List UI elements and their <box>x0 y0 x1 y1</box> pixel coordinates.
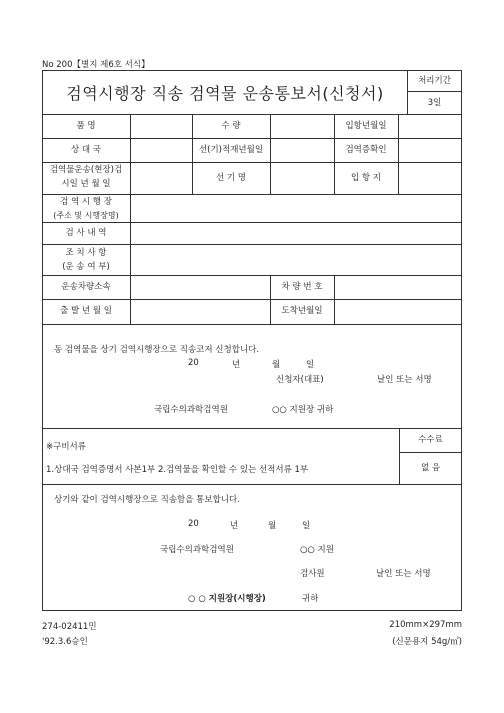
shipping-date-label-2: 시일 년 월 일 <box>61 178 111 189</box>
application-day-unit: 일 <box>306 360 315 370</box>
notice-day-unit: 일 <box>302 521 311 531</box>
notice-org: 국립수의과학검역원 <box>160 545 234 555</box>
vehicle-no-label: 차 량 번 호 <box>281 281 323 292</box>
departure-date-label: 출 발 년 월 일 <box>60 306 112 316</box>
port-entry-label: 입 항 지 <box>350 172 382 183</box>
entry-date-label: 입항년월일 <box>345 120 387 131</box>
form-title: 검역시행장 직송 검역물 운송통보서(신청서) <box>66 83 384 103</box>
notice-month-unit: 월 <box>268 521 277 531</box>
action-label-1: 조 치 사 항 <box>65 247 107 258</box>
quarantine-cert-label: 검역증확인 <box>345 144 387 155</box>
application-year: 20 <box>188 358 199 368</box>
documents-header: ※구비서류 <box>46 442 86 452</box>
notice-year: 20 <box>188 519 199 529</box>
footer-size: 210mm×297mm <box>389 620 462 630</box>
quantity-label: 수 량 <box>221 120 241 131</box>
shipping-date-label-1: 검역물운송(현장)검 <box>49 164 123 175</box>
action-label-2: (운 송 여 부) <box>62 261 110 272</box>
item-name-label: 품 명 <box>76 120 96 131</box>
applicant-label: 신청자(대표) <box>276 375 324 385</box>
recipient-org: 국립수의과학검역원 <box>154 405 228 415</box>
form-number: No 200【별지 제6호 서식】 <box>42 60 150 70</box>
application-statement: 동 검역물을 상기 검역시행장으로 직송코저 신청합니다. <box>54 345 260 355</box>
vessel-name-label: 선 기 명 <box>215 172 247 183</box>
vehicle-owner-label: 운송차량소속 <box>61 281 111 292</box>
site-label-2: (주소 및 시행장명) <box>53 210 119 220</box>
notice-statement: 상기와 같이 검역시행장으로 직송함을 통보합니다. <box>54 495 240 505</box>
arrival-date-label: 도착년월일 <box>281 306 323 316</box>
footer-paper: (신문용지 54g/㎡) <box>392 637 462 647</box>
inspector-sign: 날인 또는 서명 <box>376 569 431 579</box>
inspector-label: 검사원 <box>300 569 325 579</box>
application-month-unit: 월 <box>272 360 281 370</box>
notice-recipient: ○ ○ 지원장(시행장) <box>188 594 266 604</box>
notice-honorific: 귀하 <box>302 594 319 604</box>
inspection-label: 검 사 내 역 <box>65 227 107 238</box>
documents-list: 1.상대국 검역증명서 사본1부 2.검역물을 확인할 수 있는 선적서류 1부 <box>46 465 309 475</box>
origin-country-label: 상 대 국 <box>70 144 102 155</box>
recipient-branch: ○○ 지원장 귀하 <box>272 405 334 415</box>
fee-value: 없 음 <box>420 462 441 473</box>
ship-load-date-label: 선(기)적재년월일 <box>198 144 264 155</box>
site-label-1: 검 역 시 행 장 <box>60 196 112 207</box>
notice-year-unit: 년 <box>230 521 239 531</box>
fee-label: 수수료 <box>418 434 443 445</box>
processing-period-label: 처리기간 <box>418 76 451 86</box>
processing-period-value: 3일 <box>427 97 442 108</box>
applicant-sign: 날인 또는 서명 <box>377 375 432 385</box>
application-year-unit: 년 <box>232 360 241 370</box>
footer-code: 274-02411민 <box>42 622 97 632</box>
notice-branch: ○○ 지원 <box>300 545 334 555</box>
footer-approved: '92.3.6승인 <box>42 637 88 647</box>
